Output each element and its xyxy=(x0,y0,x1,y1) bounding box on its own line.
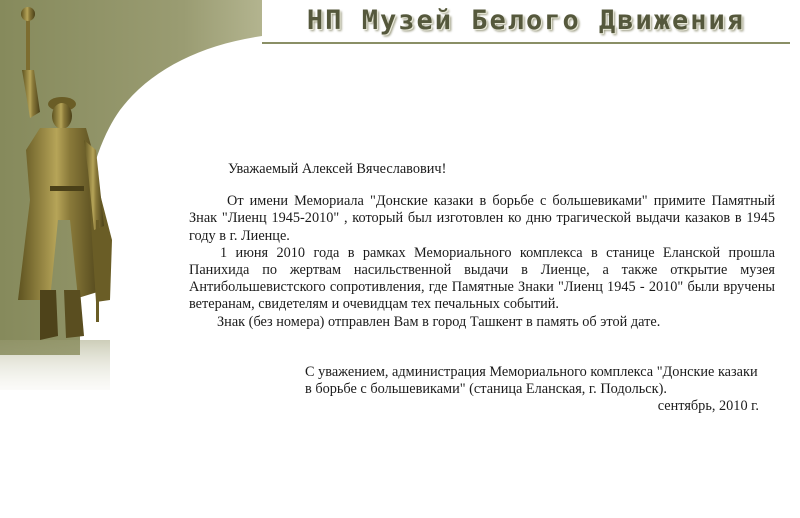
cossack-statue-image xyxy=(0,0,140,360)
signature-text: С уважением, администрация Мемориального комплекса "Донские казаки в борьбе с большевиками" (станица Еланская, г. Подольск). xyxy=(305,364,758,398)
signature-date: сентябрь, 2010 г. xyxy=(657,398,759,415)
letter-paragraph: Знак (без номера) отправлен Вам в город Ташкент в память об этой дате. xyxy=(217,313,661,330)
site-title: НП Музей Белого Движения xyxy=(306,5,746,36)
letter-body xyxy=(189,161,775,331)
signature-block xyxy=(305,364,765,416)
header-banner xyxy=(262,2,790,44)
letter-paragraph: 1 июня 2010 года в рамках Мемориального комплекса в станице Еланской прошла Панихида по жертвам насильственной выдачи в Лиенце, а также открытие музея Антибольшевистского сопротивления, где Памятные Знаки "Лиенц 1945 - 2010" были вручены ветеранам, свидетелям и очевидцам тех печальных событий. xyxy=(189,244,775,313)
greeting: Уважаемый Алексей Вячеславович! xyxy=(228,161,447,177)
letter-paragraph: От имени Мемориала "Донские казаки в борьбе с большевиками" примите Памятный Знак "Лиенц 1945-2010" , который был изготовлен ко дню трагической выдачи казаков в 1945 году в г. Лиенце. xyxy=(189,193,775,244)
